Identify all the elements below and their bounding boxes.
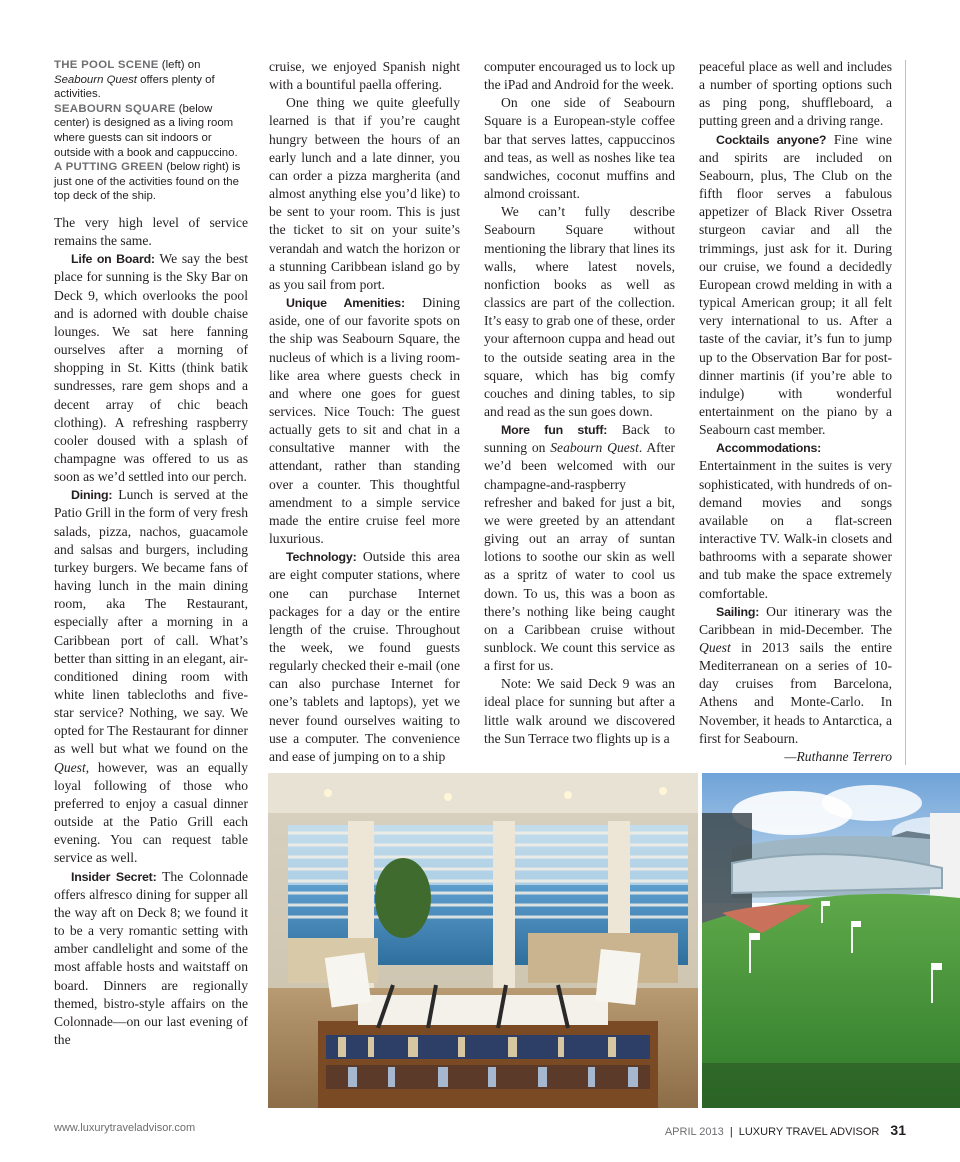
library-lounge-illustration xyxy=(268,773,698,1108)
run-in-heading: Insider Secret: xyxy=(71,869,157,884)
paragraph: peaceful place as well and includes a number of sporting options such as ping pong, shuffleboard, a putting green and a driving range. xyxy=(699,59,892,129)
column-rule xyxy=(905,60,906,765)
run-in-heading: Sailing: xyxy=(716,604,760,619)
column-2 xyxy=(269,58,460,766)
footer-separator: | xyxy=(729,1126,733,1138)
run-in-heading: Unique Amenities: xyxy=(286,296,405,311)
footer-issue xyxy=(665,1122,906,1138)
paragraph: Insider Secret: The Colonnade offers alfresco dining for supper all the way aft on Deck 8; we found it to be a very romantic setting with amber candlelight and some of the most affable hosts and waitstaff on board. Dinners are regionally themed, bistro-style affairs on the Colonnade—on our last evening of the xyxy=(54,868,248,1047)
paragraph: Dining: Lunch is served at the Patio Grill in the form of very fresh salads, pizza, nachos, guacamole and salsas and burgers, including turkey burgers. We became fans of having lunch in the main dining room, aka The Restaurant, especially after a morning in a Caribbean port of call. What’s better than sitting in an elegant, air-conditioned dining room with white linen tablecloths and five-star service? Nothing, we say. We opted for The Restaurant for dinner as well but what we found on the Quest, however, was an equally loyal following of those who preferred to enjoy a casual dinner outside at the Patio Grill each evening. You can request table service as well. xyxy=(54,487,248,866)
caption-head: SEABOURN SQUARE xyxy=(54,102,176,115)
caption-head: A PUTTING GREEN xyxy=(54,161,164,174)
caption-putting-green: A PUTTING GREEN (below right) is just one of the activities found on the top deck of the ship. xyxy=(54,161,241,203)
paragraph: On one side of Seabourn Square is a European-style coffee bar that serves lattes, cappuccinos and teas, as well as noshes like tea sandwiches, coconut muffins and almond croissant. xyxy=(484,95,675,202)
column-4 xyxy=(699,58,892,766)
author-signature: —Ruthanne Terrero xyxy=(784,748,892,764)
issue-date: APRIL 2013 xyxy=(664,1126,724,1138)
paragraph: Life on Board: We say the best place for sunning is the Sky Bar on Deck 9, which overlooks the pool and is adorned with double chaise lounges. We sat here fanning ourselves after a morning of shopping in St. Kitts (think batik sundresses, rare gem shops and a decent array of chic beach clothing). A refreshing raspberry cooler doused with a splash of champagne was offered to us as soon as we’d settled into our perch. xyxy=(54,251,248,485)
paragraph: More fun stuff: Back to sunning on Seabourn Quest. After we’d been welcomed with our champagne-and-raspberry refresher and baked for just a bit, we were greeted by an attendant giving out an array of suntan lotions to soothe our skin as well as a spritz of water to cool us down. To us, this was a boon as there’s nothing like being caught on a Caribbean cruise without sunblock. We count this service as a first for us. xyxy=(484,422,676,674)
caption-head: THE POOL SCENE xyxy=(54,59,159,71)
run-in-heading: Technology: xyxy=(286,550,357,565)
run-in-heading: Dining: xyxy=(71,488,113,503)
run-in-heading: Cocktails anyone? xyxy=(716,132,827,147)
run-in-heading: More fun stuff: xyxy=(501,423,608,438)
paragraph: Unique Amenities: Dining aside, one of our favorite spots on the ship was Seabourn Square, the nucleus of which is a living room-like area where guests check in and where one goes for guest services. Nice Touch: The guest actually gets to sit and chat in a consultative manner with the attendant, rather than standing over a counter. This thoughtful amendment to a simple service made the entire cruise feel more luxurious. xyxy=(269,295,460,547)
putting-green-illustration xyxy=(702,773,960,1108)
paragraph: The very high level of service remains the same. xyxy=(54,214,248,249)
paragraph: We can’t fully describe Seabourn Square without mentioning the library that lines its walls, where latest novels, nonfiction books as well as classics are part of the collection. It’s easy to grab one of these, order your afternoon cuppa and head out to the outside seating area in the square, which has big comfy couches and dining tables, to sip and read as the sun goes down. xyxy=(484,204,676,419)
paragraph: Note: We said Deck 9 was an ideal place for sunning but after a little walk around we discovered the Sun Terrace two flights up is a xyxy=(484,676,675,746)
paragraph: cruise, we enjoyed Spanish night with a bountiful paella offering. xyxy=(269,59,460,93)
run-in-heading: Life on Board: xyxy=(71,252,155,267)
paragraph: One thing we quite gleefully learned is that if you’re caught hungry between the hours of an early lunch and a late dinner, you can order a pizza margherita (and almost anything else you’d like) to be sent to your room. This is just the ticket to sit on your suite’s verandah and watch the horizon or a stunning Caribbean island go by as you sail from port. xyxy=(269,95,460,292)
magazine-title: LUXURY TRAVEL ADVISOR xyxy=(738,1126,880,1138)
photo-seabourn-square xyxy=(268,773,698,1108)
photo-putting-green xyxy=(702,773,960,1108)
paragraph: Technology: Outside this area are eight computer stations, where one can purchase Internet packages for a day or the entire length of the cruise. Throughout the week, we found guests regularly checked their e-mail (one can also purchase Internet for one’s tablets and laptops), yet we never found ourselves waiting to use a computer. The convenience and ease of jumping on to a ship xyxy=(269,549,460,764)
column-1 xyxy=(54,58,248,1049)
column-3 xyxy=(484,58,675,748)
page-number: 31 xyxy=(890,1122,906,1138)
paragraph: Sailing: Our itinerary was the Caribbean in mid-December. The Quest in 2013 sails the entire Mediterranean on a series of 10-day cruises from Barcelona, Athens and Monte-Carlo. In November, it heads to Antarctica, a first for Seabourn. xyxy=(699,603,892,746)
run-in-heading: Accommodations: xyxy=(716,441,822,456)
footer-url[interactable]: www.luxurytraveladvisor.com xyxy=(54,1122,196,1134)
paragraph: computer encouraged us to lock up the iPad and Android for the week. xyxy=(484,59,675,93)
paragraph: Cocktails anyone? Fine wine and spirits are included on Seabourn, plus, The Club on the fifth floor serves a fabulous appetizer of Black River Ossetra sturgeon caviar and all the trimmings, just ask for it. During our cruise, we found a decidedly European crowd melding in with a typical American group; it all felt very international to us. After a taste of the caviar, it’s fun to jump up to the Observation Bar for post-dinner martinis (if you’re able to indulge) with wonderful entertainment on the piano by a Seabourn cast member. xyxy=(699,131,892,438)
paragraph: Accommodations: Entertainment in the suites is very sophisticated, with hundreds of on-demand movies and songs available on a flat-screen interactive TV. Walk-in closets and bathrooms with a separate shower and tub make the space extremely comfortable. xyxy=(699,441,892,601)
caption-pool-scene: THE POOL SCENE (left) on Seabourn Quest offers plenty of activities. xyxy=(54,59,215,101)
caption-seabourn-square: SEABOURN SQUARE (below center) is designed as a living room where guests can sit indoors or outside with a book and cappuccino. xyxy=(54,102,238,159)
